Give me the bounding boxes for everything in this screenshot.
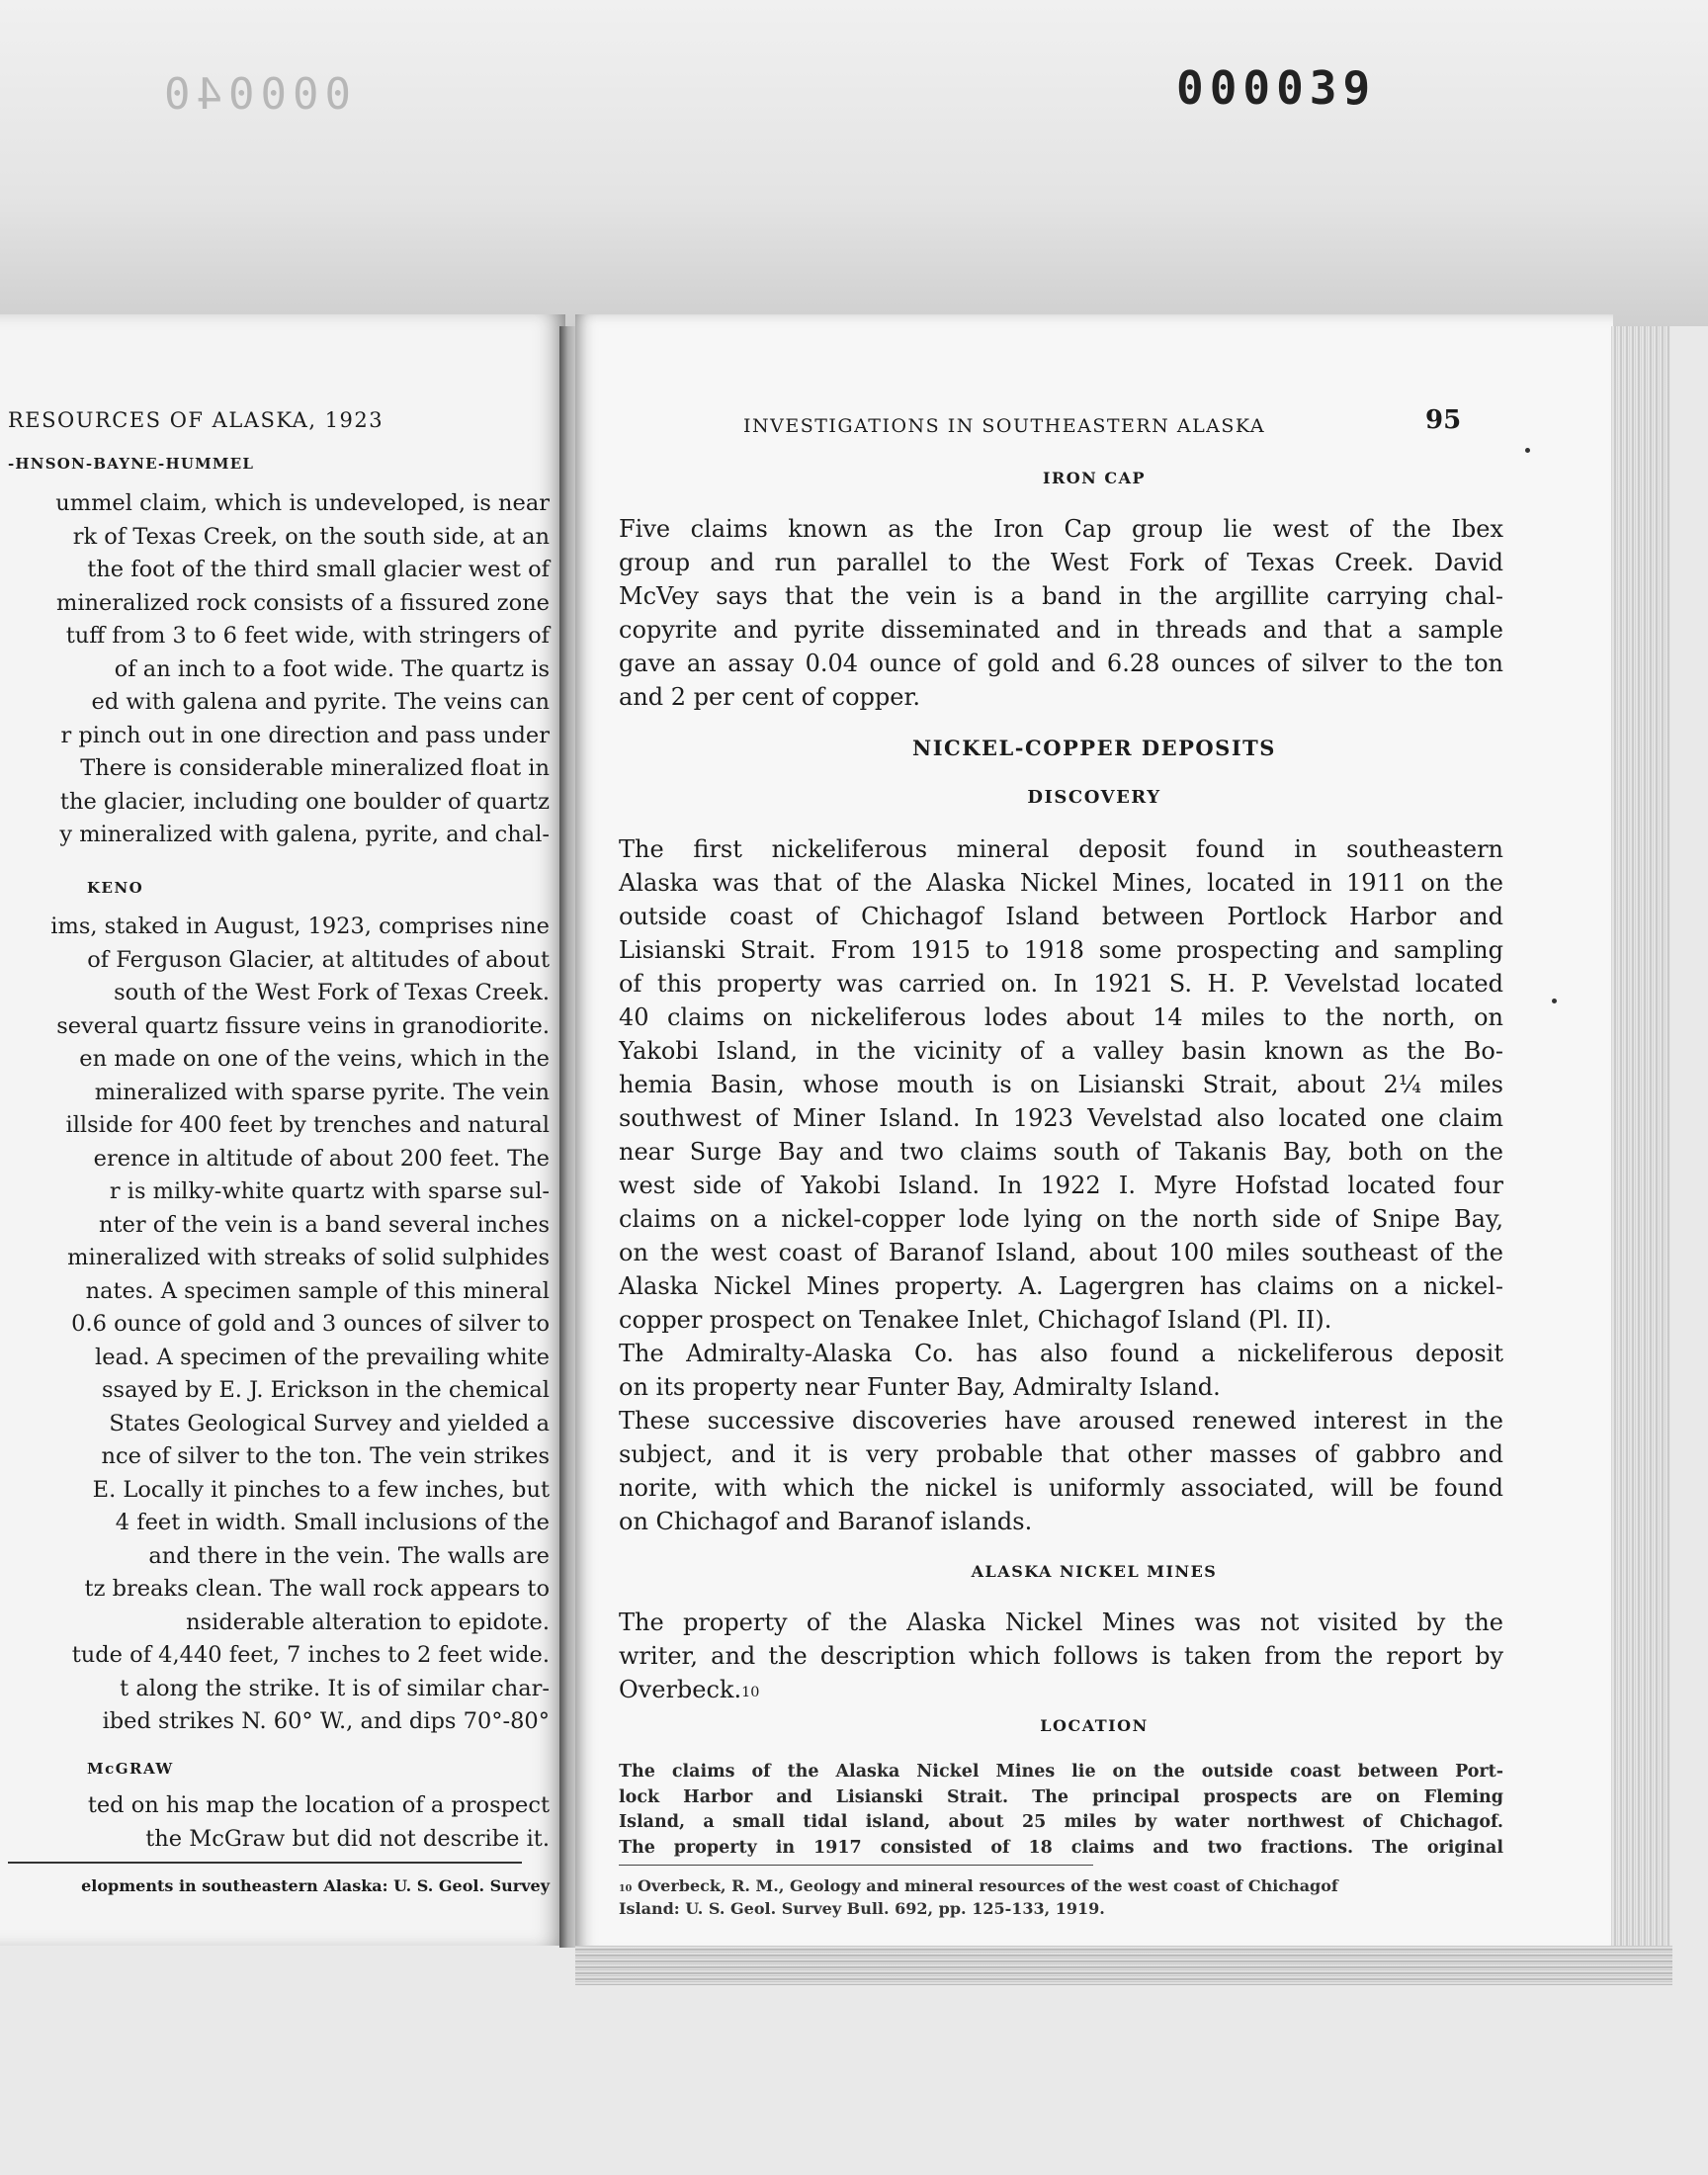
text-line: on Chichagof and Baranof islands. (619, 1508, 1033, 1535)
scan-background (0, 0, 1708, 326)
footnote-mark: 10 (619, 1883, 633, 1894)
heading-discovery: DISCOVERY (1027, 787, 1161, 808)
footnote-rule (619, 1865, 1093, 1866)
left-text-line: There is considerable mineralized float in (80, 755, 550, 781)
text-line: McVey says that the vein is a band in the argillite carrying chal- (619, 582, 1503, 610)
page-number: 95 (1425, 405, 1462, 435)
left-text-line: the McGraw but did not describe it. (145, 1825, 550, 1852)
left-text-line: the foot of the third small glacier west of (87, 557, 550, 582)
heading-keno: KENO (87, 878, 144, 897)
left-text-line: r pinch out in one direction and pass under (60, 722, 550, 748)
left-text-line: and there in the vein. The walls are (148, 1542, 550, 1569)
heading-location: LOCATION (1040, 1716, 1149, 1735)
heading-alaska-nickel-mines: ALASKA NICKEL MINES (971, 1562, 1218, 1581)
left-text-line: y mineralized with galena, pyrite, and chal- (59, 822, 550, 847)
left-text-line: mineralized with sparse pyrite. The vein (94, 1079, 550, 1105)
text-line: These successive discoveries have aroused renewed interest in the (619, 1407, 1503, 1435)
text-line: The property in 1917 consisted of 18 claims and two fractions. The original (619, 1837, 1503, 1858)
text-line: west side of Yakobi Island. In 1922 I. Myre Hofstad located four (619, 1172, 1503, 1199)
left-text-line: nce of silver to the ton. The vein strikes (101, 1443, 550, 1469)
paragraph-iron-cap (619, 512, 1503, 714)
left-text-line: t along the strike. It is of similar char- (120, 1675, 550, 1701)
left-text-line: r is milky-white quartz with sparse sul- (109, 1178, 550, 1204)
text-line: on the west coast of Baranof Island, about 100 miles southeast of the (619, 1239, 1503, 1266)
right-running-head: INVESTIGATIONS IN SOUTHEASTERN ALASKA (743, 415, 1266, 437)
left-text-line: States Geological Survey and yielded a (109, 1410, 550, 1436)
text-line: The first nickeliferous mineral deposit found in southeastern (619, 835, 1503, 863)
left-text-line: 4 feet in width. Small inclusions of the (115, 1510, 550, 1535)
heading-mcgraw: McGRAW (87, 1759, 174, 1778)
text-line: subject, and it is very probable that other masses of gabbro and (619, 1440, 1503, 1468)
text-line: outside coast of Chichagof Island between Portlock Harbor and (619, 903, 1503, 930)
text-line: gave an assay 0.04 ounce of gold and 6.28 ounces of silver to the ton (619, 650, 1503, 677)
text-line: Five claims known as the Iron Cap group lie west of the Ibex (619, 515, 1503, 543)
left-text-line: ted on his map the location of a prospect (87, 1792, 550, 1818)
text-line: copper prospect on Tenakee Inlet, Chichagof Island (Pl. II). (619, 1306, 1332, 1334)
page-id: 000039 (1176, 61, 1377, 115)
text-line: copyrite and pyrite disseminated and in threads and that a sample (619, 616, 1503, 644)
left-text-line: mineralized rock consists of a fissured zone (56, 589, 550, 616)
scan-speck (1552, 999, 1557, 1003)
left-footnote: elopments in southeastern Alaska: U. S. Geol. Survey (81, 1876, 550, 1895)
page-stack-edge (1611, 326, 1670, 1958)
left-text-line: of Ferguson Glacier, at altitudes of about (87, 946, 550, 973)
text-line: norite, with which the nickel is uniformly associated, will be found (619, 1474, 1503, 1502)
left-running-head: RESOURCES OF ALASKA, 1923 (8, 408, 384, 432)
left-text-line: of an inch to a foot wide. The quartz is (114, 655, 550, 682)
text-line: The Admiralty-Alaska Co. has also found a nickeliferous deposit (619, 1340, 1503, 1367)
left-text-line: nates. A specimen sample of this mineral (85, 1277, 550, 1304)
text-line: of this property was carried on. In 1921 S. H. P. Vevelstad located (619, 970, 1503, 998)
paragraph-discovery-2 (619, 1337, 1503, 1404)
left-text-line: tuff from 3 to 6 feet wide, with stringers of (65, 623, 550, 649)
left-text-line: ibed strikes N. 60° W., and dips 70°-80° (102, 1708, 550, 1734)
heading-iron-cap: IRON CAP (1042, 469, 1147, 487)
text-line: 40 claims on nickeliferous lodes about 14 miles to the north, on (619, 1003, 1503, 1031)
scan-speck (1525, 448, 1530, 453)
text-line-content: writer, and the description which follows is taken from the report by (619, 1642, 1503, 1670)
left-text-line: mineralized with streaks of solid sulphides (67, 1245, 550, 1270)
text-line: southwest of Miner Island. In 1923 Vevelstad also located one claim (619, 1104, 1503, 1132)
heading-nickel-copper-deposits: NICKEL-COPPER DEPOSITS (912, 736, 1276, 760)
text-line: Alaska was that of the Alaska Nickel Mines, located in 1911 on the (619, 869, 1503, 897)
left-subhead: -HNSON-BAYNE-HUMMEL (8, 455, 255, 473)
left-text-line: nter of the vein is a band several inches (98, 1211, 550, 1238)
right-page (575, 314, 1613, 1956)
text-line: Alaska Nickel Mines property. A. Lagergren has claims on a nickel- (619, 1272, 1503, 1300)
left-text-line: tude of 4,440 feet, 7 inches to 2 feet wide. (71, 1642, 550, 1668)
paragraph-alaska-nickel-mines (619, 1606, 1503, 1706)
footnote-line-2: Island: U. S. Geol. Survey Bull. 692, pp. 125-133, 1919. (619, 1899, 1105, 1918)
left-text-line: erence in altitude of about 200 feet. The (93, 1145, 550, 1172)
paragraph-location (619, 1760, 1503, 1861)
text-line: Island, a small tidal island, about 25 miles by water northwest of Chichagof. (619, 1812, 1503, 1832)
footnote-line-1: Overbeck, R. M., Geology and mineral resources of the west coast of Chichagof (637, 1876, 1338, 1895)
paragraph-discovery-3 (619, 1404, 1503, 1538)
left-page (0, 314, 565, 1946)
left-text-line: ed with galena and pyrite. The veins can (91, 689, 550, 715)
text-line: and 2 per cent of copper. (619, 683, 920, 711)
left-text-line: ummel claim, which is undeveloped, is near (55, 490, 550, 516)
left-text-line: south of the West Fork of Texas Creek. (114, 980, 550, 1005)
footnote-reference[interactable]: 10 (741, 1685, 760, 1700)
text-line: group and run parallel to the West Fork of Texas Creek. David (619, 549, 1503, 576)
text-line: lock Harbor and Lisianski Strait. The principal prospects are on Fleming (619, 1786, 1503, 1807)
text-line: near Surge Bay and two claims south of Takanis Bay, both on the (619, 1138, 1503, 1166)
left-text-line: 0.6 ounce of gold and 3 ounces of silver to (71, 1311, 550, 1337)
left-text-line: tz breaks clean. The wall rock appears to (84, 1576, 550, 1602)
text-line: on its property near Funter Bay, Admiralty Island. (619, 1373, 1221, 1401)
faded-page-id: 000040 (158, 69, 351, 120)
text-line: Lisianski Strait. From 1915 to 1918 some prospecting and sampling (619, 936, 1503, 964)
left-text-line: ssayed by E. J. Erickson in the chemical (102, 1377, 550, 1403)
text-line (619, 1673, 1503, 1706)
left-text-line: several quartz fissure veins in granodiorite. (56, 1012, 550, 1039)
text-line-content: The property of the Alaska Nickel Mines was not visited by the (619, 1609, 1503, 1636)
text-line: hemia Basin, whose mouth is on Lisianski Strait, about 2¼ miles (619, 1071, 1503, 1098)
text-line (619, 1639, 1503, 1673)
left-text-line: E. Locally it pinches to a few inches, but (92, 1476, 550, 1503)
text-line-content: Overbeck. (619, 1676, 742, 1703)
left-text-line: ims, staked in August, 1923, comprises nine (50, 914, 550, 939)
left-text-line: rk of Texas Creek, on the south side, at an (72, 523, 550, 550)
paragraph-discovery-1 (619, 832, 1503, 1337)
text-line: The claims of the Alaska Nickel Mines lie on the outside coast between Port- (619, 1762, 1503, 1782)
left-text-line: lead. A specimen of the prevailing white (95, 1344, 550, 1370)
text-line: Yakobi Island, in the vicinity of a valley basin known as the Bo- (619, 1037, 1503, 1065)
left-footnote-rule (8, 1862, 522, 1864)
text-line: claims on a nickel-copper lode lying on the north side of Snipe Bay, (619, 1205, 1503, 1233)
left-page-text (8, 487, 550, 1903)
footnote (619, 1874, 1503, 1920)
left-text-line: illside for 400 feet by trenches and natural (65, 1112, 550, 1138)
left-text-line: nsiderable alteration to epidote. (186, 1609, 550, 1635)
page-stack-bottom (575, 1946, 1672, 1985)
left-text-line: en made on one of the veins, which in the (79, 1046, 550, 1072)
text-line (619, 1606, 1503, 1639)
left-text-line: the glacier, including one boulder of quartz (59, 788, 550, 815)
